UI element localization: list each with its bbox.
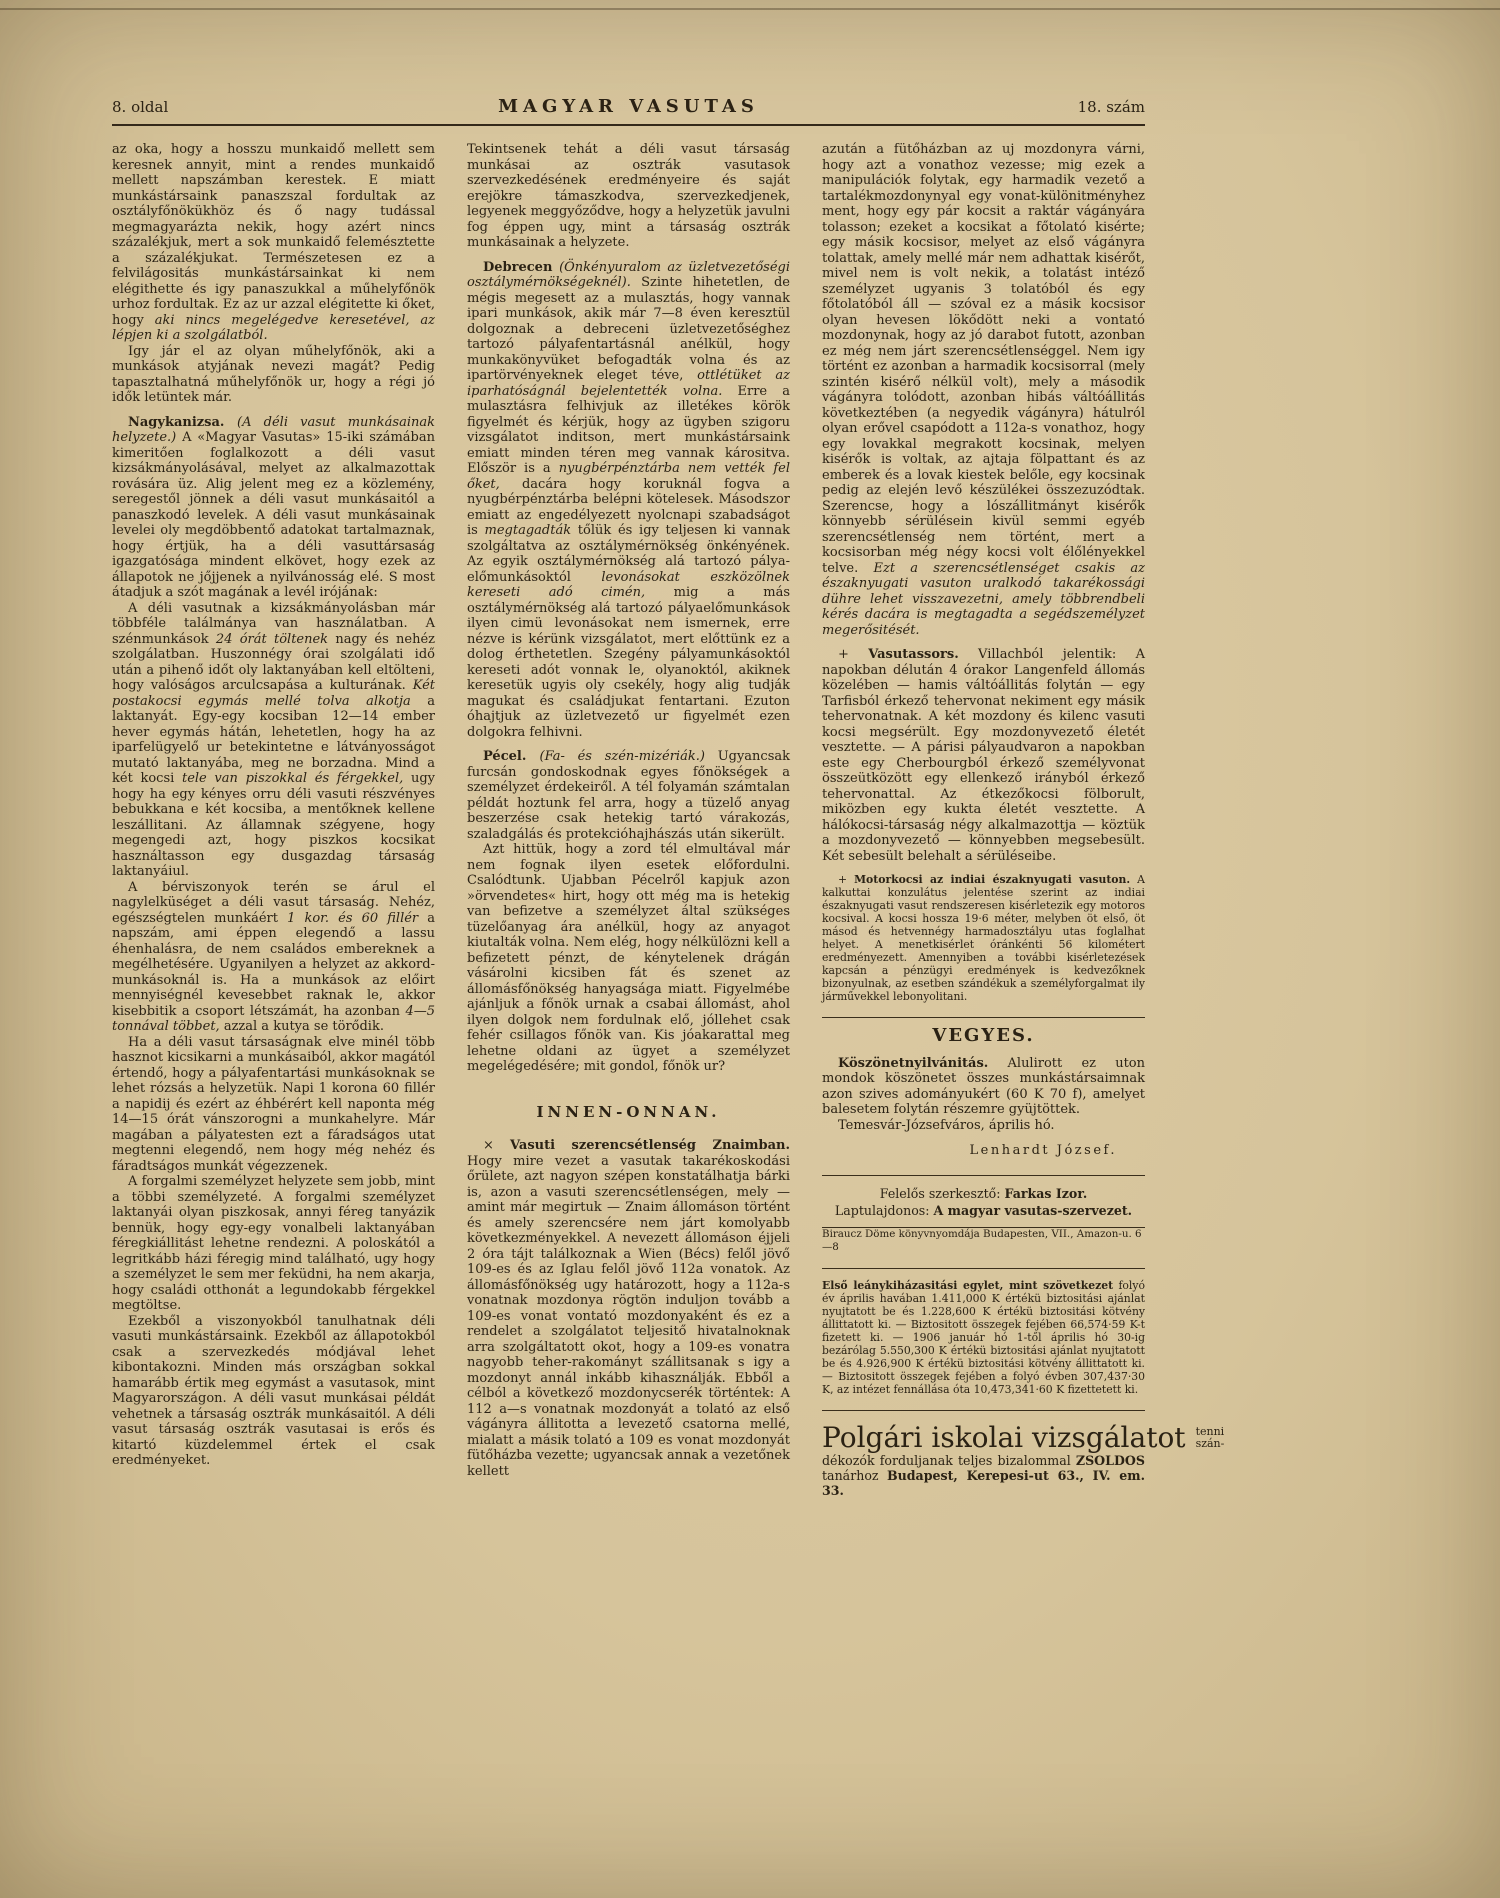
school-ad-note (1196, 1426, 1225, 1449)
text-run: Ezekből a viszonyokból tanulhatnak déli vasuti munkástársaink. Ezekből az állapotokból csak a szervezkedés módjával lehet kibontakozni. Minden más országban sokkal hamarább értik meg egymást a vasutasok, mint Magyarországon. A déli vasut munkásai példát vehetnek a társaság osztrák munkásaitól. A déli vasut társaság osztrák vasutasai is erős és kitartó küzdelemmel értek el csak eredményeket. (112, 1313, 435, 1468)
column-left (112, 142, 435, 1498)
text-run: nyugbérpénztárba nem vették fel őket, (467, 461, 790, 492)
paragraph (112, 601, 435, 880)
text-run: ZSOLDOS (1075, 1452, 1145, 1468)
text-run: folyó év április havában 1.411,000 K értékü biztositási ajánlat nyujtatott be és 1.228,600 K értékü biztositási kötvény állittatott ki. — Biztositott összegek fejében 66,574·59 K-t fizetett ki. — 1906 január hó 1-től április hó 30-ig bezárólag 5.550,300 K értékü biztositási ajánlat nyujtatott be és 4.926,900 K értékü biztositási kötvény állittatott ki. — Biztositott összegek fejében a folyó évben 307,437·30 K, az intézet fennállása óta 10,473,341·60 K fizettetett ki. (822, 1278, 1145, 1396)
text-run: azzal a kutya se törődik. (219, 1019, 384, 1034)
text-run: Vasutassors. (868, 647, 959, 662)
text-run: aki nincs megelégedve keresetével, az lépjen ki a szolgálatból. (112, 312, 436, 343)
paragraph (112, 880, 435, 1035)
printer-line: Biraucz Döme könyvnyomdája Budapesten, VII., Amazon-u. 6—8 (822, 1227, 1142, 1253)
text-run: 4—5 tonnával többet, (112, 1003, 435, 1034)
paragraph (112, 142, 435, 344)
school-ad (822, 1420, 1225, 1498)
paragraph (467, 842, 790, 1075)
text-run: A déli vasutnak a kizsákmányolásban már többféle találmánya van használatban. A szénmunkások (112, 600, 435, 647)
text-run: Két postakocsi egymás mellé tolva alkotja (112, 678, 435, 709)
paragraph (112, 344, 435, 406)
paragraph (467, 260, 790, 741)
text-run: × (483, 1138, 511, 1153)
text-run: ugy hogy ha egy kényes orru déli vasuti részvényes bebukkana e két kocsiba, a mentőknek kellene leszállitani. Az államnak szégyene, hogy megengedi azt, hogy piszkos kocsikat használtasson egy dusgazdag társaság laktanyáiul. (112, 771, 436, 879)
text-run: Nagykanizsa. (128, 414, 237, 430)
editor-name: Farkas Izor. (1004, 1185, 1088, 1201)
text-run: dacára hogy koruknál fogva a nyugbérpénztárba belépni kötelesek. Másodszor emiatt az engedélyezett nyolcnapi szabadságot is (467, 476, 790, 538)
divider (822, 1410, 1145, 1411)
text-run: az oka, hogy a hosszu munkaidő mellett sem keresnek annyit, mint a rendes munkaidő mellett napszámban kerestek. E miatt munkástársaink panaszszal fordultak az osztályfőnökükhöz és ő nagy tudással megmagyarázta nekik, hogy azért nincs százalékjuk, mert a sok munkaidő felemésztette a százalékjukat. Természetesen ez a felvilágositás munkástársainkat ki nem elégithette és igy panaszukkal a műhelyfőnök urhoz fordultak. Ez az ur azzal elégitette ki őket, hogy (112, 142, 435, 328)
paragraph (822, 142, 1145, 638)
text-run: 1 kor. és 60 fillér (287, 910, 419, 926)
text-run: Villachból jelentik: A napokban délután 4 órakor Langenfeld állomás közelében — hamis váltóállitás folytán — egy Tarfisból érkező tehervonat nekiment egy másik tehervonatnak. A két mozdony és kilenc vasuti kocsi megsérült. Egy mozdonyvezető életét vesztette. — A párisi pályaudvaron a napokban este egy Cherbourgból érkező személyvonat összeütközött egy ellenkező irányból érkező tehervonattal. Az étkezőkocsi fölborult, miközben egy kukta életét vesztette. A hálókocsi-társaság négy alkalmazottja — köztük a mozdonyvezető — könnyebben megsebesült. Két sebesült belehalt a sérüléseibe. (822, 647, 1146, 864)
text-run: Motorkocsi az indiai északnyugati vasuton. (854, 873, 1131, 886)
text-run: levonásokat eszközölnek kereseti adó cimén, (467, 569, 790, 600)
paragraph (112, 1314, 435, 1469)
editor-label: Felelős szerkesztő: (879, 1185, 1005, 1201)
text-run: mig a más osztálymérnökség alá tartozó pályaelőmunkások ilyen cimü levonásokat nem ismernek, erre nézve is kérünk vizsgálatot, mert előttünk ez a dolog érthetetlen. Szegény pályamunkásoktól kereseti adót vonnak le, olyanoktól, akiknek keresetük ugyis oly csekély, hogy alig tudják magukat és családjukat fentartani. Ezuton óhajtjuk az üzletvezető ur figyelmét ezen dolgokra felhivni. (467, 585, 791, 740)
text-run: Igy jár el az olyan műhelyfőnök, aki a munkások atyjának nevezi magát? Pedig tapasztalhatná műhelyfőnök ur, hogy a régi jó idők letüntek már. (112, 343, 435, 405)
column-middle (467, 142, 790, 1498)
text-run: Debrecen (483, 259, 560, 275)
paragraph (467, 142, 790, 251)
text-run: A «Magyar Vasutas» 15-iki számában kimeritően foglalkozott a déli vasut kizsákmányolásával, melyet az alkalmazottak rovására üz. Alig jelent meg ez a közlemény, seregestől jönnek a déli vasut munkásaitól a panaszkodó levelek. A déli vasut munkásainak levelei oly megdöbbentő adatokat tartalmaznak, hogy értjük, ha a déli vasuttársaság igazgatósága mindent elkövet, hogy ezek az állapotok ne jőjjenek a nyilvánosság elé. S most átadjuk a szót magának a levél irójának: (112, 430, 435, 600)
text-run: Első leánykiházasitási egylet, mint szövetkezet (822, 1278, 1114, 1292)
school-ad-body (822, 1453, 1145, 1498)
text-run: azután a fütőházban az uj mozdonyra várni, hogy azt a vonathoz vezesse; mig ezek a manipulációk folytak, egy harmadik vezető a tartalékmozdonynyal egy vonat-különitményhez ment, hogy egy pár kocsit a raktár vágányára tolasson; ezeket a kocsikat a főtolató kisérte; egy másik kocsisor, melyet az első vágányra tolattak, amely mellé már nem adhattak kisérőt, mivel nem is volt nekik, a tolatást intéző személyzet ugyanis 3 tolatóból és egy főtolatóból áll — szóval ez a másik kocsisor olyan hevesen lökődött neki a vontató mozdonynak, hogy az jó darabot futott, azonban ez még nem járt szerencsétlenséggel. Nem igy történt ez azonban a harmadik kocsisorral (mely szintén kisérő nélkül volt), mely a második vágányra tolódott, azonban hibás váltóállitás következtében (a negyedik vágányra) hátulról olyan erővel csapódott a 112a-s vonathoz, hogy egy lovakkal megrakott kocsinak, melyen kisérők is voltak, az ajtaja fölpattant és az emberek és a lovak kiestek belőle, egy kocsinak pedig az elején levő készülékei összezuzódtak. Szerencse, hogy a lószállitmányt kisérők könnyebb sérülésein kivül semmi egyéb szerencsétlenség nem történt, mert a kocsisorban még négy kocsi volt élőlényekkel telve. (822, 142, 1145, 576)
text-run: tőlük és igy teljesen ki vannak szolgáltatva az osztálymérnökség önkényének. Az egyik osztálymérnökség alá tartozó pálya-előmunkásoktól (467, 523, 790, 585)
section-heading-innen-onnan: INNEN-ONNAN. (536, 1102, 721, 1121)
text-run: Ugyancsak furcsán gondoskodnak egyes főnökségek a személyzet érdekeiről. A tél folyamán számtalan példát hoztunk fel arra, hogy a tüzelő anyag beszerzése csak hetekig tartó várakozás, szaladgálás és protekcióhajhászás után sikerült. (467, 749, 791, 842)
text-run: + (838, 873, 855, 886)
paragraph (822, 647, 1145, 864)
school-ad-note-bottom: szán- (1195, 1436, 1225, 1450)
school-ad-headline-row (822, 1420, 1225, 1454)
text-run: A kalkuttai konzulátus jelentése szerint az indiai északnyugati vasut rendszeresen kisérletezik egy motoros kocsival. A kocsi hossza 19·6 méter, melyben öt első, öt másod és hetvennégy harmadosztályu utas foglalhat helyet. A menetkisérlet óránkénti 56 kilométert eredményezett. Amennyiben a további kisérletezések kapcsán a pénzügyi eredmények is kedvezőknek bizonyulnak, az esetben szándékuk a személyforgalmat ily járművekkel lebonyolitani. (822, 873, 1145, 1003)
paragraph (112, 1035, 435, 1175)
text-run: Ha a déli vasut társaságnak elve minél több hasznot kicsikarni a munkásaiból, akkor magától értendő, hogy a pályafentartási munkásoknak se lehet rózsás a helyzetük. Napi 1 korona 60 fillér a napidij és ezért az éhbérért kell naponta még 14—15 órát vánszorogni a munkahelyre. Már magában a pályatesten ezt a fáradságos utat megtenni elegendő, nem hogy még nehéz és fáradtságos munkát végezzenek. (112, 1034, 435, 1174)
paragraph (467, 1138, 790, 1479)
column-right (822, 142, 1225, 1498)
imprint-box (822, 1175, 1145, 1228)
paragraph (822, 873, 1145, 1003)
owner-label: Laptulajdonos: (834, 1202, 934, 1218)
text-run: dékozók forduljanak teljes bizalommal (822, 1452, 1076, 1468)
page-number: 8. oldal (112, 98, 169, 116)
text-run: Azt hittük, hogy a zord tél elmultával már nem fognak ilyen esetek előfordulni. Csalódtunk. Ujabban Pécelről kapjuk azon »örvendetes« hirt, hogy ott még ma is hetekig van befizetve a személyzet által szükséges tüzelőanyag ára anélkül, hogy az anyagot kiutalták volna. Nem elég, hogy nélkülözni kell a befizetett pénzt, de kénytelenek drágán vásárolni kicsiben fát és szenet az állomásfőnökség hanyagsága miatt. Figyelmébe ajánljuk a főnök urnak a csabai állomást, ahol ilyen dolgok nem fordulnak elő, jóllehet csak fehér csillagos főnök van. Kis jóakarattal meg lehetne oldani az ügyet a személyzet megelégedésére; mit gondol, főnök ur? (467, 842, 790, 1074)
section-heading-vegyes: VEGYES. (932, 1025, 1035, 1046)
divider (822, 1017, 1145, 1018)
text-run: (A déli vasut munkásainak helyzete.) (112, 414, 435, 445)
paragraph (467, 749, 790, 842)
text-run: Ezt a szerencsétlenséget csakis az északnyugati vasuton uralkodó takarékossági dühre lehet visszavezetni, amely többrendbeli kérés dacára is megtagadta a segédszemélyzet megerősitését. (822, 560, 1145, 638)
text-run: A forgalmi személyzet helyzete sem jobb, mint a többi személyzeté. A forgalmi személyzet laktanyái olyan piszkosak, annyi féreg tanyázik bennük, hogy egy-egy vonalbeli laktanyában féregkiállitást lehetne rendezni. A poloskától a legritkább házi féregig mind található, ugy hogy a személyzet le sem mer feküdni, ha nem akarja, hogy családi otthonát a legundokabb férgekkel megtöltse. (112, 1174, 435, 1313)
owner-line (822, 1202, 1145, 1219)
text-run: Budapest, Kerepesi-ut 63., IV. em. 33. (822, 1467, 1145, 1498)
dateline: Temesvár-Józsefváros, április hó. (838, 1117, 1055, 1133)
text-run: tanárhoz (822, 1467, 887, 1483)
issue-number: 18. szám (1077, 98, 1145, 116)
school-ad-note-top: tenni (1195, 1425, 1225, 1438)
text-run: a napszám, ami éppen elegendő a lassu éhenhalásra, de nem családos embereknek a megélhetésére. Ugyanilyen a helyzet az akkord-munkásoknál is. Ha a munkások az előirt mennyiségnél kevesebbet raknak le, akkor kisebbitik a csoport létszámát, ha azonban (112, 910, 435, 1019)
text-run: Erre a mulasztásra felhivjuk az illetékes körök figyelmét és kérjük, hogy az ügyben szigoru vizsgálatot inditson, mert munkástársaink emiatt minden téren meg vannak kárositva. Először is a (467, 383, 790, 476)
scan-edge-artifact (0, 8, 1500, 10)
divider (822, 1268, 1145, 1269)
text-run: Hogy mire vezet a vasutak takarékoskodási őrülete, azt nagyon szépen konstatálhatja bárki is, azon a vasuti szerencsétlenségen, mely — amint már megirtuk — Znaim állomáson történt és amely szerencsére nem járt komolyabb következményekkel. A nevezett állomáson éjjeli 2 óra tájt találkoznak a Wien (Bécs) felől jövő 109-es és az Iglau felől jövő 112a vonatok. Az állomásfőnökség ugy határozott, hogy a 112a-s vonatnak mozdonya rögtön induljon tovább a 109-es vonat vontató mozdonyaként és ez a rendelet a szolgálatot teljesitő hivatalnoknak arra szolgáltatott okot, hogy a 109-es vonatra nagyobb teher-rakományt szállitsanak s igy a mozdonyt annál inkább kihasználják. Ebből a célból a következő mozdonycserék történtek: A 112 a—s vonatnak mozdonyát a tolató az első vágányra állitotta a levezető csatorna mellé, mialatt a másik tolató a 109 es vonat mozdonyát fütőházba vezette; ugyancsak annak a vezetőnek kellett (467, 1153, 790, 1479)
school-ad-headline: Polgári iskolai vizsgálatot (822, 1420, 1186, 1454)
paragraph (112, 1174, 435, 1314)
text-run: Alulirott ez uton mondok köszönetet összes munkástársaimnak azon szives adományukért (60 K 70 f), amelyet balesetem folytán részemre gyüjtöttek. (822, 1055, 1145, 1117)
text-run: Pécel. (483, 749, 540, 764)
insurance-ad (822, 1279, 1145, 1396)
text-run: Köszönetnyilvánitás. (838, 1055, 989, 1071)
text-run: (Fa- és szén-mizériák.) (539, 749, 718, 764)
paragraph (822, 1056, 1145, 1118)
text-run: ottlétüket az iparhatóságnál bejelentették volna. (467, 368, 790, 399)
signature: Lenhardt József. (969, 1143, 1117, 1158)
text-run: A bérviszonyok terén se árul el nagylelküséget a déli vasut társaság. Nehéz, egészségtelen munkáért (112, 879, 435, 926)
text-run: (Önkényuralom az üzletvezetőségi osztálymérnökségeknél). (467, 259, 790, 290)
paragraph (112, 415, 435, 601)
editor-line (822, 1185, 1145, 1202)
text-run: megtagadták (484, 523, 572, 538)
page-header (112, 96, 1145, 126)
text-run: a laktanyát. Egy-egy kocsiban 12—14 ember hever egymás hátán, lehetetlen, hogy ha az iparfelügyelő ur betekintetne e látványosságot mutató laktanyába, meg ne borzadna. Mind a két kocsi (112, 693, 435, 786)
text-run: 24 órát töltenek (215, 631, 329, 647)
text-run: Tekintsenek tehát a déli vasut társaság munkásai az osztrák vasutasok szervezkedésének eredményeire és saját erejökre támaszkodva, szervezkedjenek, legyenek meggyőződve, hogy a helyzetük javulni fog éppen ugy, mint a társaság osztrák munkásainak a helyzete. (467, 142, 790, 250)
text-run: nagy és nehéz szolgálatban. Huszonnégy órai szolgálati idő után a pihenő időt oly laktanyában kell eltölteni, hogy valóságos arculcsapása a kulturának. (112, 631, 435, 693)
text-run: Szinte hihetetlen, de mégis megesett az a mulasztás, hogy vannak ipari munkások, akik már 7—8 éven keresztül dolgoznak a debreceni üzletvezetőséghez tartozó pályafentartásnál anélkül, hogy munkakönyvüket befogadták volna és az ipartörvényeknek eleget téve, (467, 275, 790, 383)
masthead-title: MAGYAR VASUTAS (498, 96, 759, 117)
owner-name: A magyar vasutas-szervezet. (933, 1202, 1133, 1218)
text-run: + (838, 647, 869, 662)
article-columns (112, 142, 1225, 1498)
text-run: Vasuti szerencsétlenség Znaimban. (510, 1138, 791, 1153)
text-run: tele van piszokkal és férgekkel, (181, 771, 404, 786)
